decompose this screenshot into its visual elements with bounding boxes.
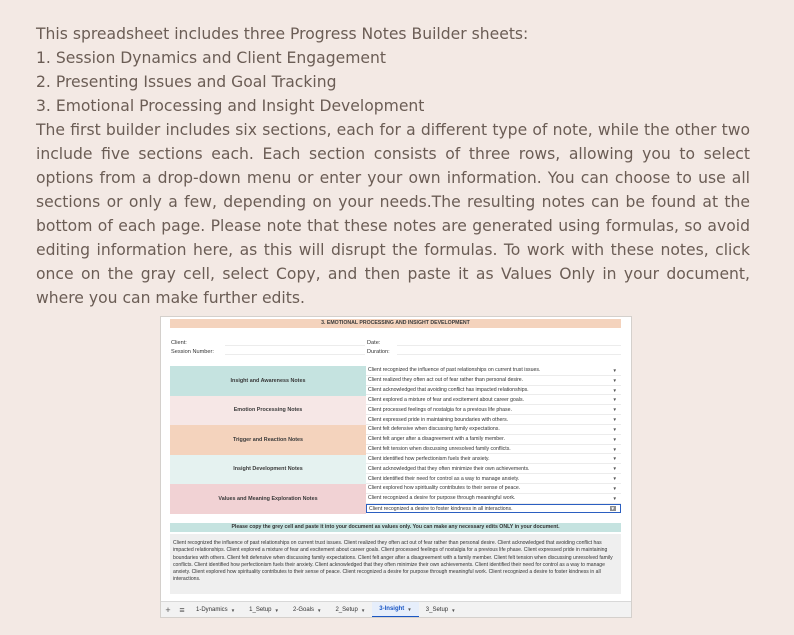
note-dropdown[interactable] (366, 435, 621, 445)
dropdown-value: Client recognized a desire for purpose through meaningful work. (368, 495, 516, 502)
chevron-down-icon[interactable]: ▼ (612, 476, 617, 482)
dropdown-value: Client realized they often act out of fear rather than personal desire. (368, 377, 524, 384)
chevron-down-icon[interactable]: ▼ (274, 607, 279, 613)
duration-label: Duration: (367, 349, 390, 355)
sheet-tab[interactable] (372, 602, 418, 618)
sheet-tab-bar (161, 601, 631, 618)
chevron-down-icon[interactable]: ▼ (612, 456, 617, 462)
chevron-down-icon[interactable]: ▼ (451, 607, 456, 613)
note-dropdown[interactable] (366, 504, 621, 514)
note-section (170, 425, 621, 455)
sheet-tab[interactable] (419, 602, 463, 618)
sheet-tab-label: 1-Dynamics (196, 607, 228, 613)
note-dropdown[interactable] (366, 484, 621, 494)
dropdown-value: Client recognized the influence of past relationships on current trust issues. (368, 367, 541, 374)
intro-line: 2. Presenting Issues and Goal Tracking (36, 73, 337, 91)
chevron-down-icon[interactable]: ▼ (612, 446, 617, 452)
chevron-down-icon[interactable]: ▼ (612, 377, 617, 383)
sheet-tab[interactable] (189, 602, 242, 618)
note-dropdown[interactable] (366, 425, 621, 435)
note-section (170, 484, 621, 514)
note-dropdown[interactable] (366, 445, 621, 455)
sheet-tab-label: 2-Goals (292, 607, 314, 613)
chevron-down-icon[interactable]: ▼ (610, 506, 615, 512)
chevron-down-icon[interactable]: ▼ (612, 387, 617, 393)
note-sections (170, 366, 621, 514)
intro-line: This spreadsheet includes three Progress Notes Builder sheets: (36, 25, 529, 43)
sheet-tab[interactable] (328, 602, 372, 618)
intro-line: 3. Emotional Processing and Insight Development (36, 97, 425, 115)
chevron-down-icon[interactable]: ▼ (612, 485, 617, 491)
sheet-tab[interactable] (286, 602, 328, 618)
chevron-down-icon[interactable]: ▼ (612, 367, 617, 373)
all-sheets-menu-icon[interactable]: ≡ (179, 605, 185, 615)
sheet-tab-label: 2_Setup (335, 607, 358, 613)
section-label: Insight and Awareness Notes (170, 366, 366, 396)
chevron-down-icon[interactable]: ▼ (407, 606, 412, 612)
chevron-down-icon[interactable]: ▼ (612, 417, 617, 423)
note-dropdown[interactable] (366, 376, 621, 386)
sheet-tab-label: 1_Setup (249, 607, 272, 613)
chevron-down-icon[interactable]: ▼ (317, 607, 322, 613)
chevron-down-icon[interactable]: ▼ (612, 407, 617, 413)
chevron-down-icon[interactable]: ▼ (612, 495, 617, 501)
dropdown-value: Client felt tension when discussing unresolved family conflicts. (368, 446, 511, 453)
session-number-field[interactable] (225, 346, 365, 355)
chevron-down-icon[interactable]: ▼ (230, 607, 236, 613)
sheet-tab-label: 3_Setup (425, 607, 449, 613)
intro-line: 1. Session Dynamics and Client Engagement (36, 49, 386, 67)
copy-instruction: Please copy the grey cell and paste it into your document as values only. You can make any necessary edits ONLY in your document. (170, 523, 621, 532)
dropdown-value: Client explored how spirituality contributes to their sense of peace. (368, 485, 521, 492)
add-sheet-icon[interactable]: + (165, 605, 171, 615)
session-number-label: Session Number: (171, 349, 214, 355)
sheet-tab-label: 3-Insight (379, 606, 405, 612)
client-label: Client: (171, 340, 187, 346)
dropdown-value: Client processed feelings of nostalgia for a previous life phase. (368, 406, 512, 413)
intro-text (36, 22, 750, 310)
section-label: Trigger and Reaction Notes (170, 425, 366, 455)
note-dropdown[interactable] (366, 366, 621, 376)
chevron-down-icon[interactable]: ▼ (360, 607, 366, 613)
dropdown-value: Client identified how perfectionism fuels their anxiety. (368, 455, 490, 462)
note-dropdown[interactable] (366, 464, 621, 474)
date-label: Date: (367, 340, 381, 346)
chevron-down-icon[interactable]: ▼ (612, 397, 617, 403)
note-section (170, 396, 621, 426)
dropdown-value: Client recognized a desire to foster kindness in all interactions. (369, 505, 513, 512)
note-dropdown[interactable] (366, 455, 621, 465)
date-field[interactable] (397, 337, 621, 346)
note-section (170, 455, 621, 485)
note-section (170, 366, 621, 396)
generated-notes-cell[interactable]: Client recognized the influence of past relationships on current trust issues. Client realized they often act out of fear rather than personal desire. Client acknowledged that avoiding conflict has impacted relationships. Client explored a mixture of fear and excitement about career goals. Client processed feelings of nostalgia for a previous life phase. Client expressed pride in maintaining boundaries with others. Client felt defensive when discussing family expectations. Client felt anger after a disagreement with a family member. Client felt tension when discussing unresolved family conflicts. Client identified how perfectionism fuels their anxiety. Client acknowledged that they often minimize their own achievements. Client identified their need for control as a way to manage anxiety. Client explored how spirituality contributes to their sense of peace. Client recognized a desire for purpose through meaningful work. Client recognized a desire to foster kindness in all interactions. (170, 534, 621, 594)
sheet-tab[interactable] (242, 602, 286, 618)
spreadsheet-window (160, 316, 632, 618)
chevron-down-icon[interactable]: ▼ (612, 466, 617, 472)
section-label: Emotion Processing Notes (170, 396, 366, 426)
dropdown-value: Client acknowledged that avoiding conflict has impacted relationships. (368, 387, 529, 394)
dropdown-value: Client explored a mixture of fear and excitement about career goals. (368, 396, 524, 403)
dropdown-value: Client identified their need for control as a way to manage anxiety. (368, 475, 520, 482)
note-dropdown[interactable] (366, 474, 621, 484)
note-dropdown[interactable] (366, 405, 621, 415)
intro-paragraph: The first builder includes six sections, each for a different type of note, while the other two include five sections each. Each section consists of three rows, allowing you to select options from a drop-down menu or enter your own information. You can choose to use all sections or only a few, depending on your needs.The resulting notes can be found at the bottom of each page. Please note that these notes are generated using formulas, so avoid editing information here, as this will disrupt the formulas. To work with these notes, click once on the gray cell, select Copy, and then paste it as Values Only in your document, where you can make further edits. (36, 121, 750, 307)
chevron-down-icon[interactable]: ▼ (612, 426, 617, 432)
note-dropdown[interactable] (366, 386, 621, 396)
duration-field[interactable] (397, 346, 621, 355)
sheet-title: 3. EMOTIONAL PROCESSING AND INSIGHT DEVELOPMENT (170, 319, 621, 328)
note-dropdown[interactable] (366, 494, 621, 504)
section-label: Insight Development Notes (170, 455, 366, 485)
note-dropdown[interactable] (366, 396, 621, 406)
dropdown-value: Client felt anger after a disagreement with a family member. (368, 436, 505, 443)
chevron-down-icon[interactable]: ▼ (612, 436, 617, 442)
dropdown-value: Client felt defensive when discussing family expectations. (368, 426, 500, 433)
note-dropdown[interactable] (366, 415, 621, 425)
dropdown-value: Client acknowledged that they often minimize their own achievements. (368, 465, 530, 472)
client-field[interactable] (225, 337, 365, 346)
section-label: Values and Meaning Exploration Notes (170, 484, 366, 514)
dropdown-value: Client expressed pride in maintaining boundaries with others. (368, 416, 509, 423)
